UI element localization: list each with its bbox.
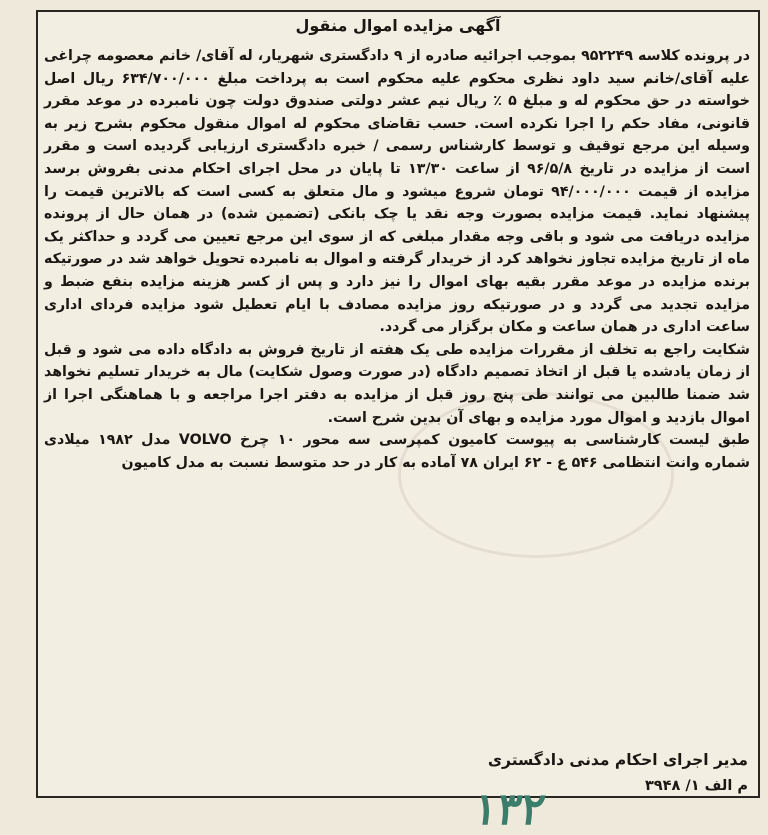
notice-frame: [36, 10, 760, 798]
notice-paragraph-main: در پرونده کلاسه ۹۵۲۲۴۹ بموجب اجرائیه صادره از ۹ دادگستری شهریار، له آقای/ خانم معصومه چراغی علیه آقای/خانم سید داود نظری محکوم علیه محکوم است به پرداخت مبلغ ۶۳۴/۷۰۰/۰۰۰ ریال اصل خواسته در حق محکوم له و مبلغ ۵ ٪ ریال نیم عشر دولتی صندوق دولت چون نامبرده در موعد مقرر قانونی، مفاد حکم را اجرا نکرده است. حسب تقاضای محکوم له اموال منقول محکوم بشرح زیر به وسیله این مرجع توقیف و توسط کارشناس رسمی / خبره دادگستری ارزیابی گردیده است و مقرر است از مزایده در تاریخ ۹۶/۵/۸ از ساعت ۱۳/۳۰ تا پایان در محل اجرای احکام مدنی بفروش برسد مزایده از قیمت ۹۴/۰۰۰/۰۰۰ تومان شروع میشود و مال متعلق به کسی است که بالاترین قیمت را پیشنهاد نماید. قیمت مزایده بصورت وجه نقد یا چک بانکی (تضمین شده) در همان حال از پرونده مزایده دریافت می شود و باقی وجه مقدار مبلغی که از سوی این مرجع تعیین می گردد و حداکثر یک ماه از تاریخ مزایده تجاوز نخواهد کرد از خریدار گرفته و اموال به نامبرده تحویل خواهد شد در صورتیکه برنده مزایده در موعد مقرر بقیه بهای اموال را نیز دارد و پس از کسر هزینه مزایده بنفع ضبط و مزایده تجدید می گردد و در صورتیکه روز مزایده مصادف با ایام تعطیل شود مزایده فردای اداری ساعت اداری در همان ساعت و مکان برگزار می گردد.: [44, 48, 751, 336]
reference-number: م الف ۱/ ۳۹۴۸: [644, 778, 748, 794]
handwritten-number: ۱۳۲: [470, 784, 549, 835]
notice-title: آگهی مزایده اموال منقول: [295, 16, 501, 35]
notice-paragraph-item: طبق لیست کارشناسی به پیوست کامیون کمپرسی سه محور ۱۰ چرخ VOLVO مدل ۱۹۸۲ میلادی شماره وانت انتظامی ۵۴۶ ع - ۶۲ ایران ۷۸ آماده به کار در حد متوسط نسبت به مدل کامیون: [44, 432, 751, 471]
notice-body: [44, 45, 750, 474]
notice-paragraph-complaint: شکایت راجع به تخلف از مقررات مزایده طی یک هفته از تاریخ فروش به دادگاه داده می شود و قبل از زمان یادشده یا قبل از اتخاذ تصمیم دادگاه (در صورت وصول شکایت) مال به خریدار تسلیم نخواهد شد ضمنا طالبین می توانند طی پنج روز قبل از مزایده به دفتر اجرا مراجعه و با هماهنگی اجرا از اموال بازدید و اموال مورد مزایده و بهای آن بدین شرح است.: [44, 341, 750, 426]
signature-line: مدیر اجرای احکام مدنی دادگستری: [487, 751, 748, 769]
